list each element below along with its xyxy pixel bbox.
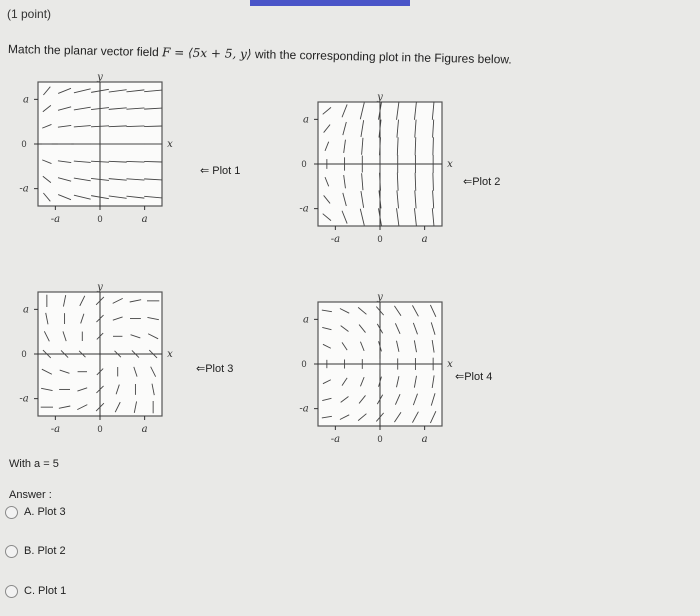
plot-2-label: ⇐Plot 2 xyxy=(463,176,501,188)
y-tick-a: a xyxy=(23,94,29,106)
y-tick-neg-a: -a xyxy=(19,393,29,405)
option-b-label: B. Plot 2 xyxy=(24,545,66,557)
plot-3 xyxy=(0,282,180,467)
given-value: With a = 5 xyxy=(9,458,59,470)
y-axis-label: y xyxy=(97,72,103,83)
option-c-label: C. Plot 1 xyxy=(24,585,67,597)
option-c[interactable] xyxy=(5,583,66,599)
y-tick-zero: 0 xyxy=(21,349,27,359)
plot-2 xyxy=(280,92,460,277)
option-c-radio[interactable] xyxy=(5,585,18,598)
plot-1 xyxy=(0,72,180,257)
x-tick-a: a xyxy=(421,234,428,245)
x-axis-label: x xyxy=(447,159,453,170)
x-tick-zero: 0 xyxy=(97,424,103,434)
option-a-label: A. Plot 3 xyxy=(24,506,66,518)
field-arrow xyxy=(433,173,434,191)
option-b-radio[interactable] xyxy=(5,545,18,558)
x-tick-neg-a: -a xyxy=(330,434,341,445)
y-axis-label: y xyxy=(377,92,383,103)
y-tick-a: a xyxy=(303,114,309,126)
y-tick-neg-a: -a xyxy=(299,403,309,415)
answer-label: Answer : xyxy=(9,489,52,501)
x-tick-neg-a: -a xyxy=(50,214,61,225)
x-tick-zero: 0 xyxy=(377,234,383,244)
x-tick-zero: 0 xyxy=(377,434,383,444)
plot-4-label: ⇐Plot 4 xyxy=(455,371,493,383)
question-text xyxy=(8,42,512,67)
plot-1-label: ⇐ Plot 1 xyxy=(200,165,241,177)
field-arrow xyxy=(144,161,162,162)
question-suffix: with the corresponding plot in the Figures below. xyxy=(254,47,512,67)
plot-3-label: ⇐Plot 3 xyxy=(196,363,234,375)
x-tick-zero: 0 xyxy=(97,214,103,224)
option-a-radio[interactable] xyxy=(5,506,18,519)
y-axis-label: y xyxy=(377,292,383,303)
y-tick-neg-a: -a xyxy=(19,183,29,195)
y-tick-a: a xyxy=(23,304,29,316)
y-tick-zero: 0 xyxy=(301,359,307,369)
option-b[interactable] xyxy=(5,543,66,559)
x-tick-a: a xyxy=(141,424,148,435)
plot-3-svg xyxy=(0,282,180,462)
x-tick-neg-a: -a xyxy=(330,234,341,245)
x-tick-neg-a: -a xyxy=(50,424,61,435)
y-axis-label: y xyxy=(97,282,103,293)
y-tick-zero: 0 xyxy=(21,139,27,149)
vector-field-formula: F = ⟨5x + 5, y⟩ xyxy=(161,45,252,62)
x-axis-label: x xyxy=(167,349,173,360)
x-axis-label: x xyxy=(167,139,173,150)
y-tick-zero: 0 xyxy=(301,159,307,169)
y-tick-a: a xyxy=(303,314,309,326)
x-tick-a: a xyxy=(421,434,428,445)
field-arrow xyxy=(144,126,162,127)
point-value: (1 point) xyxy=(7,7,52,21)
x-axis-label: x xyxy=(447,359,453,370)
question-prefix: Match the planar vector field xyxy=(7,42,159,60)
field-arrow xyxy=(433,137,434,155)
x-tick-a: a xyxy=(141,214,148,225)
plot-1-svg xyxy=(0,72,180,252)
plot-4-svg xyxy=(280,292,460,472)
top-accent-bar xyxy=(250,0,410,6)
y-tick-neg-a: -a xyxy=(299,203,309,215)
plot-2-svg xyxy=(280,92,460,272)
option-a[interactable] xyxy=(5,504,66,520)
plot-4 xyxy=(280,292,460,477)
